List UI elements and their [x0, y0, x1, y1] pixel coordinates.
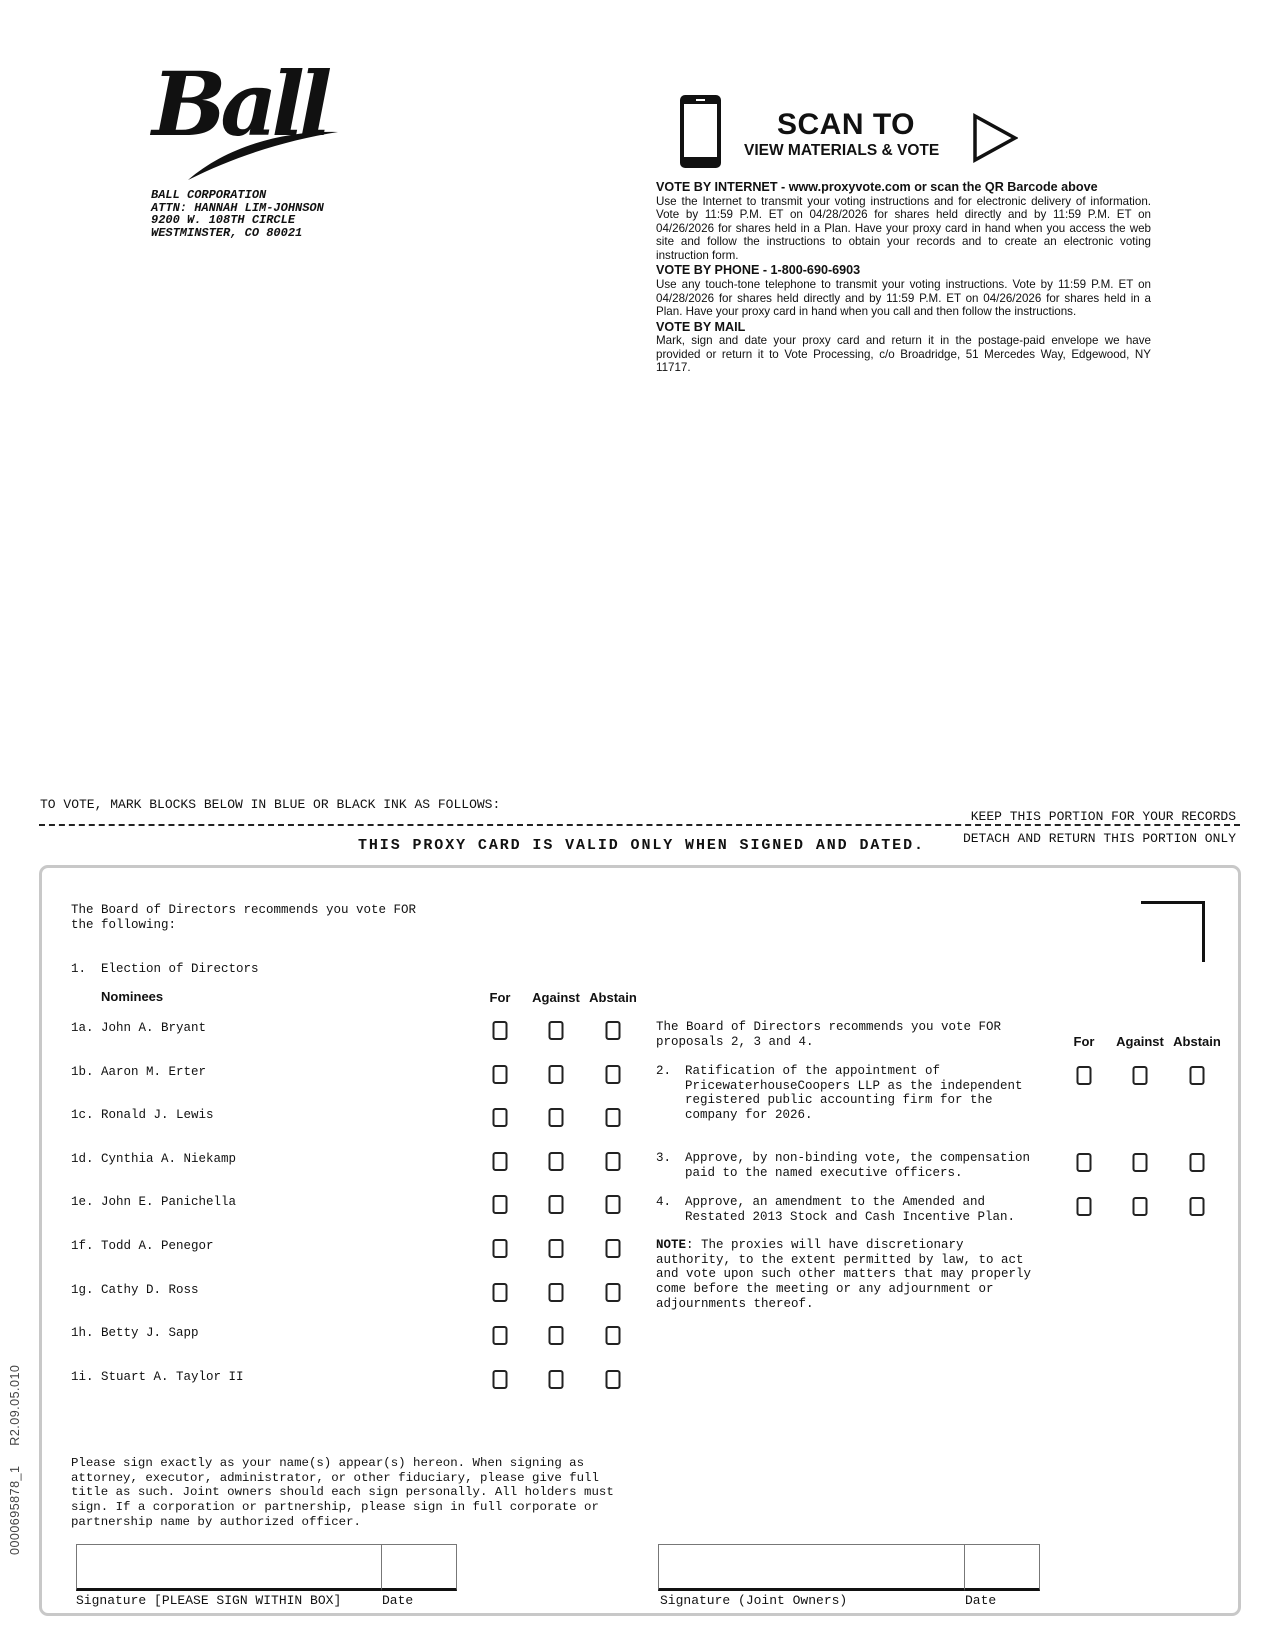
checkbox-for[interactable]	[493, 1283, 508, 1302]
date-label: Date	[382, 1593, 414, 1608]
checkbox-abstain[interactable]	[606, 1195, 621, 1214]
checkbox-for[interactable]	[1077, 1066, 1092, 1085]
proposal-text: Ratification of the appointment of PricewaterhouseCoopers LLP as the independent registered public accounting firm for the company for 2026.	[685, 1064, 1023, 1123]
vote-internet-text: Use the Internet to transmit your voting instructions and for electronic delivery of information. Vote by 11:59 P.M. ET on 04/28/2026 for shares held directly and by 11:59 P.M. ET on 04/26/2026 for shares held in a Plan. Have your proxy card in hand when you access the web site and follow the instructions to obtain your records and to create an electronic voting instruction form.	[656, 194, 1151, 262]
checkbox-against[interactable]	[549, 1283, 564, 1302]
checkbox-for[interactable]	[493, 1239, 508, 1258]
vote-phone-text: Use any touch-tone telephone to transmit your voting instructions. Vote by 11:59 P.M. ET on 04/28/2026 for shares held directly and by 11:59 P.M. ET on 04/26/2026 for shares held in a Plan. Have your proxy card in hand when you call and then follow the instructions.	[656, 277, 1151, 319]
checkbox-against[interactable]	[1133, 1153, 1148, 1172]
nominee-name: 1b. Aaron M. Erter	[71, 1064, 207, 1079]
proposal-text: Approve, an amendment to the Amended and Restated 2013 Stock and Cash Incentive Plan.	[685, 1195, 1016, 1224]
signature-box[interactable]	[76, 1544, 382, 1591]
proposal-number: 4.	[656, 1195, 672, 1209]
col-abstain-2: Abstain	[1173, 1034, 1221, 1049]
checkbox-against[interactable]	[1133, 1197, 1148, 1216]
item-1-heading: 1. Election of Directors	[71, 962, 259, 976]
joint-date-box[interactable]	[964, 1544, 1040, 1591]
form-code: 0000695878_1 R2.09.05.010	[8, 1364, 22, 1555]
smartphone-icon	[680, 95, 721, 168]
signing-instructions: Please sign exactly as your name(s) appear(s) hereon. When signing as attorney, executor, administrator, or other fiduciary, please give full title as such. Joint owners should each sign personally. All holders must sign. If a corporation or partnership, please sign in full corporate or partnership name by authorized officer.	[71, 1456, 614, 1529]
voting-instructions	[656, 180, 1151, 376]
checkbox-abstain[interactable]	[606, 1239, 621, 1258]
checkbox-for[interactable]	[1077, 1153, 1092, 1172]
return-address: BALL CORPORATION ATTN: HANNAH LIM-JOHNSON 9200 W. 108TH CIRCLE WESTMINSTER, CO 80021	[151, 188, 324, 240]
checkbox-for[interactable]	[1077, 1197, 1092, 1216]
detach-portion-label: DETACH AND RETURN THIS PORTION ONLY	[962, 831, 1236, 846]
nominee-name: 1g. Cathy D. Ross	[71, 1282, 199, 1297]
checkbox-against[interactable]	[549, 1370, 564, 1389]
col-against-2: Against	[1116, 1034, 1164, 1049]
view-materials-heading: VIEW MATERIALS & VOTE	[744, 142, 940, 159]
checkbox-against[interactable]	[549, 1108, 564, 1127]
checkbox-for[interactable]	[493, 1152, 508, 1171]
nominee-name: 1i. Stuart A. Taylor II	[71, 1369, 244, 1384]
joint-date-label: Date	[965, 1593, 997, 1608]
checkbox-abstain[interactable]	[1190, 1066, 1205, 1085]
proposal-number: 2.	[656, 1064, 672, 1078]
col-for-2: For	[1073, 1034, 1095, 1049]
date-box[interactable]	[381, 1544, 457, 1591]
checkbox-abstain[interactable]	[606, 1152, 621, 1171]
vote-phone-title: VOTE BY PHONE - 1-800-690-6903	[656, 263, 861, 278]
checkbox-for[interactable]	[493, 1195, 508, 1214]
checkbox-abstain[interactable]	[606, 1021, 621, 1040]
nominees-label: Nominees	[101, 989, 164, 1004]
nominee-name: 1e. John E. Panichella	[71, 1195, 237, 1210]
play-triangle-icon	[972, 113, 1018, 163]
checkbox-for[interactable]	[493, 1065, 508, 1084]
nominee-name: 1d. Cynthia A. Niekamp	[71, 1151, 237, 1166]
nominee-name: 1f. Todd A. Penegor	[71, 1239, 214, 1253]
checkbox-abstain[interactable]	[606, 1370, 621, 1389]
checkbox-abstain[interactable]	[606, 1283, 621, 1302]
keep-portion-label: KEEP THIS PORTION FOR YOUR RECORDS	[970, 809, 1236, 824]
checkbox-abstain[interactable]	[1190, 1197, 1205, 1216]
board-recommendation-2: The Board of Directors recommends you vote FOR proposals 2, 3 and 4.	[656, 1020, 1002, 1049]
signature-label: Signature [PLEASE SIGN WITHIN BOX]	[76, 1593, 342, 1608]
ink-instructions: TO VOTE, MARK BLOCKS BELOW IN BLUE OR BLACK INK AS FOLLOWS:	[40, 797, 501, 812]
vote-mail-title: VOTE BY MAIL	[656, 319, 746, 334]
scan-to-heading: SCAN TO	[777, 108, 915, 141]
checkbox-abstain[interactable]	[1190, 1153, 1205, 1172]
checkbox-abstain[interactable]	[606, 1108, 621, 1127]
board-recommendation-1: The Board of Directors recommends you vote FOR the following:	[71, 903, 417, 932]
checkbox-against[interactable]	[549, 1065, 564, 1084]
vote-mail-text: Mark, sign and date your proxy card and return it in the postage-paid envelope we have provided or return it to Vote Processing, c/o Broadridge, 51 Mercedes Way, Edgewood, NY 11717.	[656, 334, 1151, 375]
vote-internet-title: VOTE BY INTERNET - www.proxyvote.com or scan the QR Barcode above	[656, 180, 1098, 194]
checkbox-against[interactable]	[1133, 1066, 1148, 1085]
note-text: NOTE: The proxies will have discretionary authority, to the extent permitted by law, to act and vote upon such other matters that may properly come before the meeting or any adjournment or adjournments thereof.	[656, 1238, 1032, 1311]
col-against: Against	[532, 990, 580, 1005]
checkbox-against[interactable]	[549, 1239, 564, 1258]
corner-mark	[1141, 901, 1205, 962]
proposal-number: 3.	[656, 1151, 672, 1165]
checkbox-for[interactable]	[493, 1326, 508, 1345]
proposal-text: Approve, by non-binding vote, the compensation paid to the named executive officers.	[685, 1151, 1031, 1180]
checkbox-for[interactable]	[493, 1108, 508, 1127]
nominee-name: 1h. Betty J. Sapp	[71, 1326, 199, 1341]
nominee-name: 1a. John A. Bryant	[71, 1021, 207, 1035]
col-abstain: Abstain	[589, 990, 637, 1005]
checkbox-abstain[interactable]	[606, 1065, 621, 1084]
ball-logo: Ball	[148, 60, 343, 188]
valid-notice: THIS PROXY CARD IS VALID ONLY WHEN SIGNED AND DATED.	[358, 837, 925, 854]
checkbox-against[interactable]	[549, 1326, 564, 1345]
checkbox-for[interactable]	[493, 1021, 508, 1040]
detach-line	[39, 824, 1240, 826]
checkbox-for[interactable]	[493, 1370, 508, 1389]
checkbox-against[interactable]	[549, 1152, 564, 1171]
nominee-name: 1c. Ronald J. Lewis	[71, 1108, 214, 1123]
joint-signature-box[interactable]	[658, 1544, 965, 1591]
checkbox-against[interactable]	[549, 1021, 564, 1040]
col-for: For	[489, 990, 511, 1005]
joint-signature-label: Signature (Joint Owners)	[660, 1593, 848, 1608]
checkbox-against[interactable]	[549, 1195, 564, 1214]
checkbox-abstain[interactable]	[606, 1326, 621, 1345]
